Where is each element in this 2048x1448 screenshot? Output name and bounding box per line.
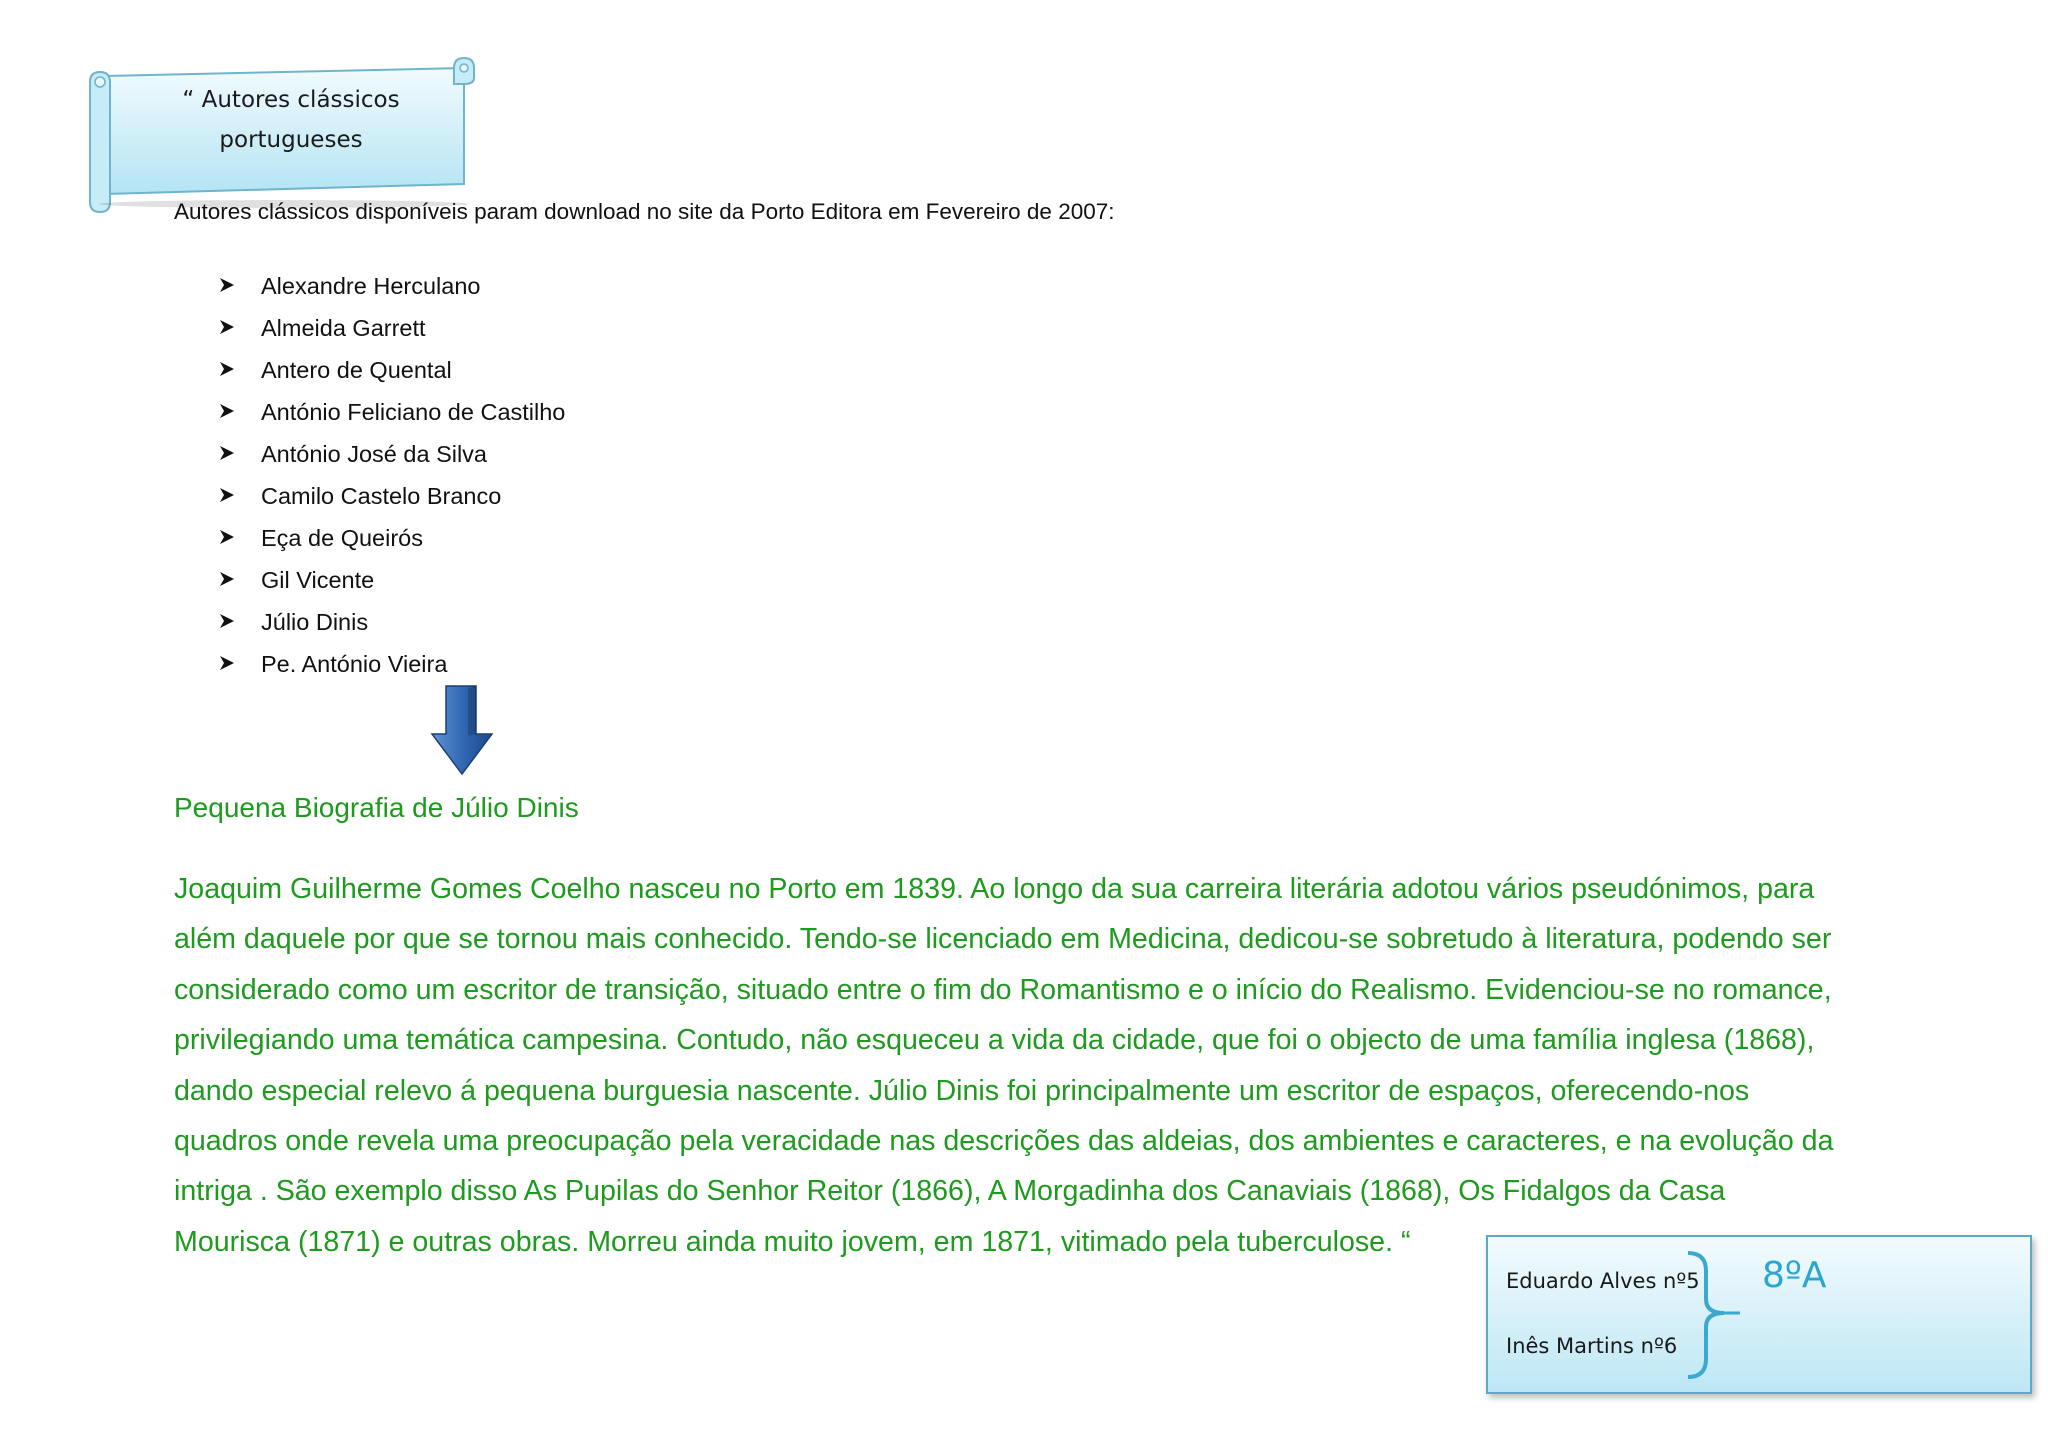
right-curly-brace-icon [1684,1249,1744,1381]
class-label: 8ºA [1762,1255,1827,1296]
list-item [215,433,565,475]
arrowhead-bullet-icon [215,307,261,349]
biography-line: considerado como um escritor de transição, situado entre o fim do Romantismo e o início do Realismo. Evidenciou-se no romance, [174,973,1832,1006]
biography-line: intriga . São exemplo disso As Pupilas do Senhor Reitor (1866), A Morgadinha dos Canaviais (1868), Os Fidalgos da Casa [174,1175,1726,1208]
banner-title: “ Autores clássicos portugueses [182,87,400,153]
list-item [215,475,565,517]
list-item [215,643,565,685]
author-name: Camilo Castelo Branco [261,482,502,509]
biography-paragraph [174,864,1894,1267]
author-name: Almeida Garrett [261,314,426,341]
arrowhead-bullet-icon [215,433,261,475]
arrowhead-bullet-icon [215,559,261,601]
students-box [1486,1235,2032,1394]
list-item [215,559,565,601]
title-scroll-banner [84,54,476,216]
arrowhead-bullet-icon [215,601,261,643]
list-item [215,265,565,307]
biography-heading: Pequena Biografia de Júlio Dinis [174,792,579,823]
list-item [215,391,565,433]
list-item [215,307,565,349]
list-item [215,517,565,559]
biography-line: quadros onde revela uma preocupação pela veracidade nas descrições das aldeias, dos ambientes e caracteres, e na evolução da [174,1125,1834,1158]
author-name: Antero de Quental [261,356,452,383]
list-item [215,349,565,391]
author-list [215,265,565,685]
arrowhead-bullet-icon [215,265,261,307]
biography-line: além daquele por que se tornou mais conhecido. Tendo-se licenciado em Medicina, dedicou-se sobretudo à literatura, podendo ser [174,923,1832,956]
arrowhead-bullet-icon [215,517,261,559]
author-name: Eça de Queirós [261,524,423,551]
student-name: Inês Martins nº6 [1506,1334,1678,1358]
author-name: António Feliciano de Castilho [261,398,566,425]
author-name: Pe. António Vieira [261,650,448,677]
list-item [215,601,565,643]
arrowhead-bullet-icon [215,475,261,517]
biography-line: Joaquim Guilherme Gomes Coelho nasceu no Porto em 1839. Ao longo da sua carreira literária adotou vários pseudónimos, para [174,873,1815,905]
author-name: Alexandre Herculano [261,272,481,299]
biography-line: Mourisca (1871) e outras obras. Morreu ainda muito jovem, em 1871, vitimado pela tuberculose. “ [174,1225,1411,1258]
intro-sentence: Autores clássicos disponíveis param download no site da Porto Editora em Fevereiro de 2007: [174,199,1115,224]
author-name: Júlio Dinis [261,608,369,635]
arrowhead-bullet-icon [215,349,261,391]
down-arrow-icon [428,684,496,781]
biography-line: privilegiando uma temática campesina. Contudo, não esqueceu a vida da cidade, que foi o objecto de uma família inglesa (1868), [174,1024,1815,1057]
student-name: Eduardo Alves nº5 [1506,1269,1700,1293]
author-name: Gil Vicente [261,566,375,593]
arrowhead-bullet-icon [215,391,261,433]
biography-line: dando especial relevo á pequena burguesia nascente. Júlio Dinis foi principalmente um escritor de espaços, oferecendo-nos [174,1074,1750,1107]
arrowhead-bullet-icon [215,643,261,685]
author-name: António José da Silva [261,440,488,467]
